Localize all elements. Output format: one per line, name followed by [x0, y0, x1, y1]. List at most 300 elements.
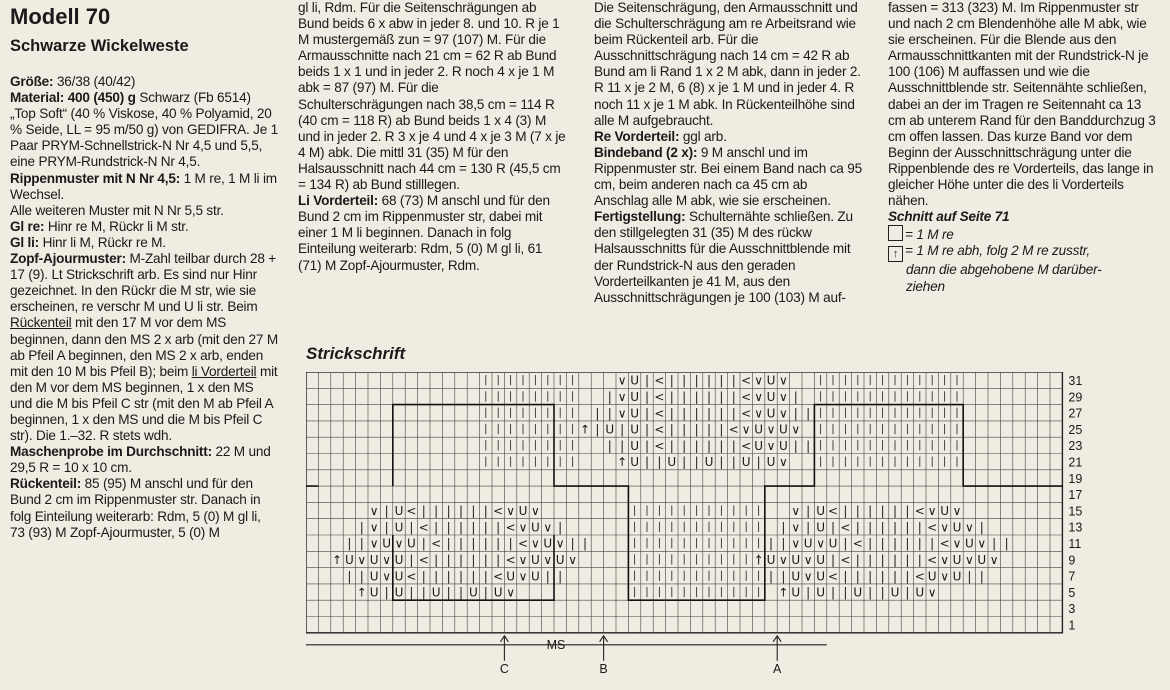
col3-text: Die Seitenschrägung, den Armausschnitt und die Schulterschrägung am re Arbeitsrand wie beim Rückenteil arb. Für die Ausschnittschrägung nach 14 cm = 42 R ab Bund am li Rand 1 x 2 M abk, dann in jeder 2. R 11 x je 2 M, 6 (8) x je 1 M und in jeder 4. R noch 11 x je 1 M abk. In Rückenteilhöhe sind alle M aufgebraucht.	[594, 0, 861, 128]
knit-stitch-mark: |	[694, 455, 699, 470]
knit-stitch-mark: |	[471, 569, 476, 584]
knit-stitch-mark: |	[917, 553, 922, 568]
yarn-over-mark: U	[816, 585, 825, 600]
maschen-label: Maschenprobe im Durchschnitt:	[10, 444, 212, 460]
knit-stitch-mark: |	[843, 536, 848, 551]
yarn-over-mark: U	[394, 504, 404, 519]
knit-stitch-mark: |	[706, 390, 712, 405]
binde-text: 9 M anschl und im Rippenmuster str. Bei einem Band nach ca 95 cm, beim anderen nach ca 45 cm ab Anschlag alle M abk, wie sie erscheinen.	[594, 144, 862, 209]
twisted-stitch-mark: ∨	[779, 390, 788, 405]
zopf-text-2: mit den 17 M vor dem MS beginnen, dann den MS 2 x arb (mit den 27 M ab Pfeil A beginnen, den MS 2 x arb, enden mit den 10 M bis Pfeil B); beim	[10, 315, 278, 379]
knit-stitch-mark: |	[694, 406, 699, 421]
twisted-stitch-mark: ∨	[369, 520, 379, 535]
yarn-over-mark: U	[952, 520, 962, 535]
knit-stitch-mark: |	[843, 569, 848, 584]
chart-title: Strickschrift	[306, 344, 406, 363]
twisted-stitch-mark: ∨	[791, 520, 801, 535]
twisted-stitch-mark: ∨	[617, 406, 627, 421]
knit-stitch-mark: |	[830, 553, 836, 568]
yarn-over-mark: U	[493, 585, 503, 600]
knit-stitch-mark: |	[558, 569, 563, 584]
twisted-stitch-mark: ∨	[989, 553, 999, 568]
knit-stitch-mark: |	[409, 553, 414, 568]
row-number: 3	[1068, 602, 1076, 617]
row-number: 21	[1068, 455, 1083, 470]
yarn-over-mark: U	[754, 422, 763, 437]
fertig-label: Fertigstellung:	[594, 209, 686, 225]
knit-stitch-mark: |	[496, 553, 501, 568]
yarn-over-mark: U	[915, 585, 925, 600]
glli-paragraph	[10, 235, 278, 251]
knit-stitch-mark: |	[620, 438, 625, 453]
binde-label: Bindeband (2 x):	[594, 144, 698, 160]
twisted-stitch-mark: ∨	[568, 553, 577, 568]
knit-stitch-mark: |	[471, 536, 476, 551]
column-4	[888, 0, 1160, 295]
knit-stitch-mark: |	[892, 520, 898, 535]
knit-stitch-mark: |	[706, 422, 712, 437]
knit-stitch-mark: |	[359, 569, 364, 584]
knit-stitch-mark: |	[409, 585, 414, 600]
twisted-stitch-mark: ∨	[803, 569, 813, 584]
twisted-stitch-mark: ∨	[506, 504, 515, 519]
knit-stitch-mark: |	[855, 520, 860, 535]
decrease-mark: <	[493, 569, 504, 584]
knit-stitch-mark: |	[731, 438, 736, 453]
glre-paragraph	[10, 219, 278, 235]
pointer-label: C	[499, 661, 509, 676]
knit-stitch-mark: |	[979, 569, 984, 584]
knit-stitch-mark: |	[905, 569, 910, 584]
twisted-stitch-mark: ∨	[965, 553, 974, 568]
twisted-stitch-mark: ∨	[965, 520, 974, 535]
knit-stitch-mark: |	[607, 438, 612, 453]
twisted-stitch-mark: ∨	[394, 536, 404, 551]
yarn-over-mark: U	[518, 504, 528, 519]
knit-symbol-icon	[888, 225, 903, 241]
decrease-mark: <	[914, 504, 925, 519]
row-number: 23	[1068, 439, 1083, 454]
knit-stitch-mark: |	[917, 536, 922, 551]
yarn-over-mark: U	[791, 553, 801, 568]
yarn-over-mark: U	[952, 569, 962, 584]
yarn-over-mark: U	[431, 585, 441, 600]
yarn-over-mark: U	[345, 553, 354, 568]
revorder-label: Re Vorderteil:	[594, 128, 680, 144]
knit-stitch-mark: |	[570, 536, 575, 551]
knit-stitch-mark: |	[458, 520, 464, 535]
decrease-mark: <	[927, 520, 938, 535]
twisted-stitch-mark: ∨	[779, 455, 788, 470]
twisted-stitch-mark: ∨	[543, 553, 553, 568]
column-1	[10, 0, 278, 541]
knit-stitch-mark: |	[719, 422, 724, 437]
ruecken-paragraph	[10, 476, 278, 540]
decrease-mark: <	[654, 406, 665, 421]
knit-stitch-mark: |	[483, 536, 488, 551]
knit-stitch-mark: |	[694, 438, 699, 453]
knit-stitch-mark: |	[644, 422, 650, 437]
knit-stitch-mark: |	[483, 520, 488, 535]
twisted-stitch-mark: ∨	[754, 406, 763, 421]
glli-label: Gl li:	[10, 234, 40, 250]
double-decrease-mark: ↑	[617, 455, 628, 470]
twisted-stitch-mark: ∨	[369, 536, 379, 551]
ruecken-label: Rückenteil:	[10, 476, 82, 492]
knit-stitch-mark: |	[868, 520, 873, 535]
twisted-stitch-mark: ∨	[382, 553, 391, 568]
knit-stitch-mark: |	[905, 536, 910, 551]
knit-stitch-mark: |	[843, 585, 848, 600]
row-number: 7	[1068, 569, 1076, 584]
knit-stitch-mark: |	[992, 536, 997, 551]
knit-stitch-mark: |	[880, 536, 885, 551]
knit-stitch-mark: |	[781, 520, 786, 535]
knit-stitch-mark: |	[483, 504, 488, 519]
legend-knit	[888, 225, 1160, 243]
yarn-over-mark: U	[816, 504, 825, 519]
yarn-over-mark: U	[407, 536, 416, 551]
knit-stitch-mark: |	[607, 406, 612, 421]
glre-text: Hinr re M, Rückr li M str.	[47, 218, 189, 234]
decrease-mark: <	[741, 390, 752, 405]
knit-stitch-mark: |	[446, 585, 451, 600]
yarn-over-mark: U	[394, 585, 404, 600]
livorder-label: Li Vorderteil:	[298, 193, 379, 209]
yarn-over-mark: U	[816, 520, 825, 535]
knit-stitch-mark: |	[682, 422, 687, 437]
twisted-stitch-mark: ∨	[816, 536, 825, 551]
zopf-paragraph	[10, 251, 278, 444]
knit-stitch-mark: |	[892, 504, 898, 519]
knit-stitch-mark: |	[731, 390, 736, 405]
zopf-text-3: mit den M vor dem MS beginnen, 1 x den MS und die M bis Pfeil C str (mit den M ab Pfeil A beginnen, 1 x den MS und die M bis Pfeil C str). Die 1.–32. R stets wdh.	[10, 363, 278, 444]
knit-stitch-mark: |	[458, 536, 464, 551]
maschen-text: 22 M und 29,5 R = 10 x 10 cm.	[10, 444, 271, 476]
knit-stitch-mark: |	[731, 373, 736, 388]
knit-stitch-mark: |	[496, 520, 501, 535]
zopf-underline-1: Rückenteil	[10, 315, 72, 331]
knit-stitch-mark: |	[868, 553, 873, 568]
double-decrease-mark: ↑	[579, 422, 591, 437]
knit-stitch-mark: |	[706, 406, 712, 421]
knit-stitch-mark: |	[669, 422, 674, 437]
yarn-over-mark: U	[667, 455, 677, 470]
knit-stitch-mark: |	[892, 553, 898, 568]
knit-stitch-mark: |	[930, 536, 935, 551]
double-decrease-mark: ↑	[778, 585, 789, 600]
yarn-over-mark: U	[531, 553, 540, 568]
decrease-mark: <	[827, 504, 839, 519]
decrease-mark: <	[741, 373, 752, 388]
decrease-mark: <	[654, 422, 665, 437]
knit-stitch-mark: |	[446, 520, 451, 535]
ruecken-text: 85 (95) M anschl und für den Bund 2 cm im Rippenmuster str. Danach in folg Einteilung weiterarb: Rdm, 5 (0) M gl li, 73 (93) M Zopf-Ajourmuster, 5 (0) M	[10, 476, 261, 540]
page-subtitle: Schwarze Wickelweste	[10, 37, 189, 55]
schnitt-reference: Schnitt auf Seite 71	[888, 209, 1010, 225]
row-number: 15	[1068, 504, 1083, 519]
rippen-text: 1 M re, 1 M li im Wechsel.	[10, 170, 277, 202]
yarn-over-mark: U	[766, 373, 776, 388]
knit-stitch-mark: |	[793, 406, 798, 421]
knit-stitch-mark: |	[421, 585, 426, 600]
glre-label: Gl re:	[10, 218, 45, 234]
knit-stitch-mark: |	[806, 520, 811, 535]
knit-stitch-mark: |	[644, 373, 650, 388]
knit-stitch-mark: |	[458, 504, 464, 519]
knit-stitch-mark: |	[446, 553, 451, 568]
row-number: 31	[1068, 374, 1083, 389]
twisted-stitch-mark: ∨	[741, 422, 751, 437]
double-decrease-mark: ↑	[356, 585, 367, 600]
yarn-over-mark: U	[779, 422, 788, 437]
knit-stitch-mark: |	[892, 569, 898, 584]
yarn-over-mark: U	[816, 569, 825, 584]
knit-stitch-mark: |	[731, 455, 736, 470]
yarn-over-mark: U	[816, 553, 825, 568]
maschen-paragraph	[10, 444, 278, 476]
knit-stitch-mark: |	[384, 520, 389, 535]
yarn-over-mark: U	[369, 569, 379, 584]
knit-stitch-mark: |	[384, 504, 389, 519]
yarn-over-mark: U	[803, 536, 813, 551]
legend-decrease-text-1: = 1 M re abh, folg 2 M re zusstr,	[905, 243, 1090, 259]
knit-stitch-mark: |	[880, 504, 885, 519]
yarn-over-mark: U	[394, 553, 404, 568]
knit-stitch-mark: |	[806, 504, 811, 519]
twisted-stitch-mark: ∨	[555, 536, 565, 551]
yarn-over-mark: U	[791, 569, 801, 584]
yarn-over-mark: U	[555, 553, 565, 568]
groesse-text: 36/38 (40/42)	[56, 74, 136, 89]
knit-stitch-mark: |	[855, 553, 860, 568]
twisted-stitch-mark: ∨	[791, 536, 801, 551]
row-number: 1	[1068, 618, 1076, 633]
legend-knit-text: = 1 M re	[905, 227, 954, 243]
twisted-stitch-mark: ∨	[927, 585, 937, 600]
knit-stitch-mark: |	[359, 520, 364, 535]
knit-stitch-mark: |	[694, 422, 699, 437]
knit-stitch-mark: |	[483, 585, 488, 600]
yarn-over-mark: U	[630, 438, 639, 453]
yarn-over-mark: U	[779, 438, 788, 453]
twisted-stitch-mark: ∨	[518, 553, 528, 568]
knit-stitch-mark: |	[347, 536, 352, 551]
knitting-chart	[306, 372, 1170, 686]
knit-stitch-mark: |	[880, 585, 885, 600]
decrease-mark: <	[914, 569, 925, 584]
decrease-mark: <	[654, 390, 665, 405]
knit-stitch-mark: |	[508, 536, 513, 551]
twisted-stitch-mark: ∨	[617, 373, 627, 388]
yarn-over-mark: U	[965, 536, 974, 551]
decrease-mark: <	[418, 520, 429, 535]
col4-text: fassen = 313 (323) M. Im Rippenmuster str und nach 2 cm Blendenhöhe alle M abk, wie sie erscheinen. Für die Blende aus den Armausschnittkanten mit der Rundstrick-N je 100 (106) M auffassen und wie die Ausschnittblende str. Seitennähte schließen, dabei an der im Tragen re Seitennaht ca 13 cm ab unterem Rand für den Banddurchzug 3 cm offen lassen. Das kurze Band vor dem Beginn der Ausschnittschrägung unter die Rippenblende des re Vorderteils, das lange in gleicher Höhe unter die des li Vorderteils nähen.	[888, 0, 1156, 209]
material-amount: 400 (450) g	[67, 90, 136, 106]
row-number: 25	[1068, 422, 1083, 437]
row-number: 5	[1068, 585, 1076, 600]
knit-stitch-mark: |	[471, 553, 476, 568]
legend-decrease-text-3: ziehen	[906, 278, 945, 294]
knit-stitch-mark: |	[644, 438, 650, 453]
knit-stitch-mark: |	[806, 585, 811, 600]
yarn-over-mark: U	[766, 390, 776, 405]
zopf-label: Zopf-Ajourmuster:	[10, 251, 126, 267]
twisted-stitch-mark: ∨	[766, 438, 776, 453]
knit-stitch-mark: |	[347, 569, 352, 584]
knit-stitch-mark: |	[458, 553, 464, 568]
knit-stitch-mark: |	[644, 390, 650, 405]
knit-stitch-mark: |	[880, 553, 885, 568]
twisted-stitch-mark: ∨	[754, 373, 763, 388]
knit-stitch-mark: |	[731, 406, 736, 421]
rippen-paragraph	[10, 171, 278, 203]
yarn-over-mark: U	[977, 553, 987, 568]
knit-stitch-mark: |	[719, 455, 724, 470]
decrease-mark: <	[406, 504, 417, 519]
double-decrease-icon: ↑	[888, 246, 903, 262]
yarn-over-mark: U	[766, 553, 776, 568]
row-number: 17	[1068, 488, 1083, 503]
yarn-over-mark: U	[741, 455, 751, 470]
row-number: 27	[1068, 406, 1083, 421]
knit-stitch-mark: |	[868, 536, 873, 551]
decrease-mark: <	[654, 438, 665, 453]
knit-stitch-mark: |	[434, 504, 439, 519]
twisted-stitch-mark: ∨	[518, 520, 528, 535]
twisted-stitch-mark: ∨	[754, 390, 763, 405]
knit-stitch-mark: |	[768, 569, 774, 584]
decrease-mark: <	[505, 553, 516, 568]
knit-stitch-mark: |	[781, 569, 786, 584]
decrease-mark: <	[741, 438, 752, 453]
binde-paragraph	[594, 145, 862, 209]
knit-stitch-mark: |	[471, 504, 476, 519]
knit-stitch-mark: |	[905, 520, 910, 535]
knit-stitch-mark: |	[793, 438, 798, 453]
knit-stitch-mark: |	[719, 390, 724, 405]
yarn-over-mark: U	[853, 585, 863, 600]
knit-stitch-mark: |	[868, 585, 873, 600]
yarn-over-mark: U	[531, 520, 540, 535]
decrease-mark: <	[840, 553, 851, 568]
fertig-text: Schulternähte schließen. Zu den stillgelegten 31 (35) M des rückw Halsausschnitts für die Ausschnittblende mit der Rundstrick-N aus den geraden Vorderteilkanten je 41 M, aus den Ausschnittschrägungen je 100 (103) M auf-	[594, 209, 853, 305]
row-number: 19	[1068, 471, 1083, 486]
legend-decrease	[888, 243, 1160, 262]
knit-stitch-mark: |	[446, 569, 451, 584]
weitere-paragraph: Alle weiteren Muster mit N Nr 5,5 str.	[10, 202, 224, 218]
knit-stitch-mark: |	[446, 504, 451, 519]
twisted-stitch-mark: ∨	[357, 553, 367, 568]
double-decrease-mark: ↑	[753, 553, 764, 568]
knit-stitch-mark: |	[706, 373, 712, 388]
twisted-stitch-mark: ∨	[927, 504, 937, 519]
row-number: 29	[1068, 390, 1083, 405]
knit-stitch-mark: |	[607, 390, 612, 405]
yarn-over-mark: U	[630, 373, 639, 388]
twisted-stitch-mark: ∨	[791, 504, 801, 519]
knit-stitch-mark: |	[694, 373, 699, 388]
knit-stitch-mark: |	[719, 406, 724, 421]
groesse-label: Größe:	[10, 74, 54, 89]
knit-stitch-mark: |	[880, 520, 885, 535]
yarn-over-mark: U	[605, 422, 615, 437]
knit-stitch-mark: |	[682, 455, 687, 470]
decrease-mark: <	[418, 553, 429, 568]
knit-stitch-mark: |	[806, 406, 811, 421]
knit-stitch-mark: |	[669, 438, 674, 453]
knit-stitch-mark: |	[682, 406, 687, 421]
knit-stitch-mark: |	[967, 569, 972, 584]
twisted-stitch-mark: ∨	[952, 504, 962, 519]
twisted-stitch-mark: ∨	[531, 536, 540, 551]
yarn-over-mark: U	[791, 585, 801, 600]
material-text: Schwarz (Fb 6514) „Top Soft“ (40 % Viskose, 40 % Polyamid, 20 % Seide, LL = 95 m/50 g) von GEDIFRA. Je 1 Paar PRYM-Schnellstrick-N Nr 4,5 und 5,5, eine PRYM-Rundstrick-N Nr 4,5.	[10, 90, 279, 170]
decrease-mark: <	[505, 520, 516, 535]
column-2	[298, 0, 566, 274]
twisted-stitch-mark: ∨	[779, 373, 788, 388]
knit-stitch-mark: |	[545, 569, 550, 584]
yarn-over-mark: U	[952, 553, 962, 568]
row-number: 13	[1068, 520, 1083, 535]
knit-stitch-mark: |	[434, 520, 439, 535]
yarn-over-mark: U	[543, 536, 553, 551]
yarn-over-mark: U	[394, 520, 404, 535]
decrease-mark: <	[431, 536, 442, 551]
knit-stitch-mark: |	[483, 569, 488, 584]
yarn-over-mark: U	[927, 569, 937, 584]
yarn-over-mark: U	[766, 406, 776, 421]
decrease-mark: <	[493, 504, 504, 519]
material-label: Material:	[10, 90, 65, 106]
twisted-stitch-mark: ∨	[940, 520, 949, 535]
yarn-over-mark: U	[506, 569, 515, 584]
knit-stitch-mark: |	[582, 536, 588, 551]
yarn-over-mark: U	[369, 553, 379, 568]
yarn-over-mark: U	[630, 390, 639, 405]
revorder-paragraph	[594, 129, 862, 145]
knit-stitch-mark: |	[905, 553, 910, 568]
decrease-mark: <	[728, 422, 739, 437]
knit-stitch-mark: |	[793, 390, 798, 405]
twisted-stitch-mark: ∨	[977, 536, 987, 551]
knit-stitch-mark: |	[434, 553, 439, 568]
knit-stitch-mark: |	[657, 455, 662, 470]
knit-stitch-mark: |	[781, 536, 786, 551]
twisted-stitch-mark: ∨	[803, 553, 813, 568]
yarn-over-mark: U	[704, 455, 714, 470]
twisted-stitch-mark: ∨	[518, 569, 528, 584]
legend-decrease-text-2: dann die abgehobene M darüber-	[906, 262, 1102, 278]
twisted-stitch-mark: ∨	[779, 406, 788, 421]
pointer-label: A	[773, 661, 782, 676]
knit-stitch-mark: |	[620, 422, 625, 437]
knit-stitch-mark: |	[595, 406, 600, 421]
knit-stitch-mark: |	[682, 438, 687, 453]
yarn-over-mark: U	[754, 438, 763, 453]
yarn-over-mark: U	[369, 585, 379, 600]
knit-stitch-mark: |	[595, 422, 600, 437]
decrease-mark: <	[741, 406, 752, 421]
twisted-stitch-mark: ∨	[531, 504, 540, 519]
knit-stitch-mark: |	[558, 520, 563, 535]
twisted-stitch-mark: ∨	[543, 520, 553, 535]
knit-stitch-mark: |	[496, 536, 501, 551]
knit-stitch-mark: |	[917, 520, 922, 535]
twisted-stitch-mark: ∨	[940, 553, 949, 568]
decrease-mark: <	[927, 553, 938, 568]
knit-stitch-mark: |	[843, 504, 848, 519]
